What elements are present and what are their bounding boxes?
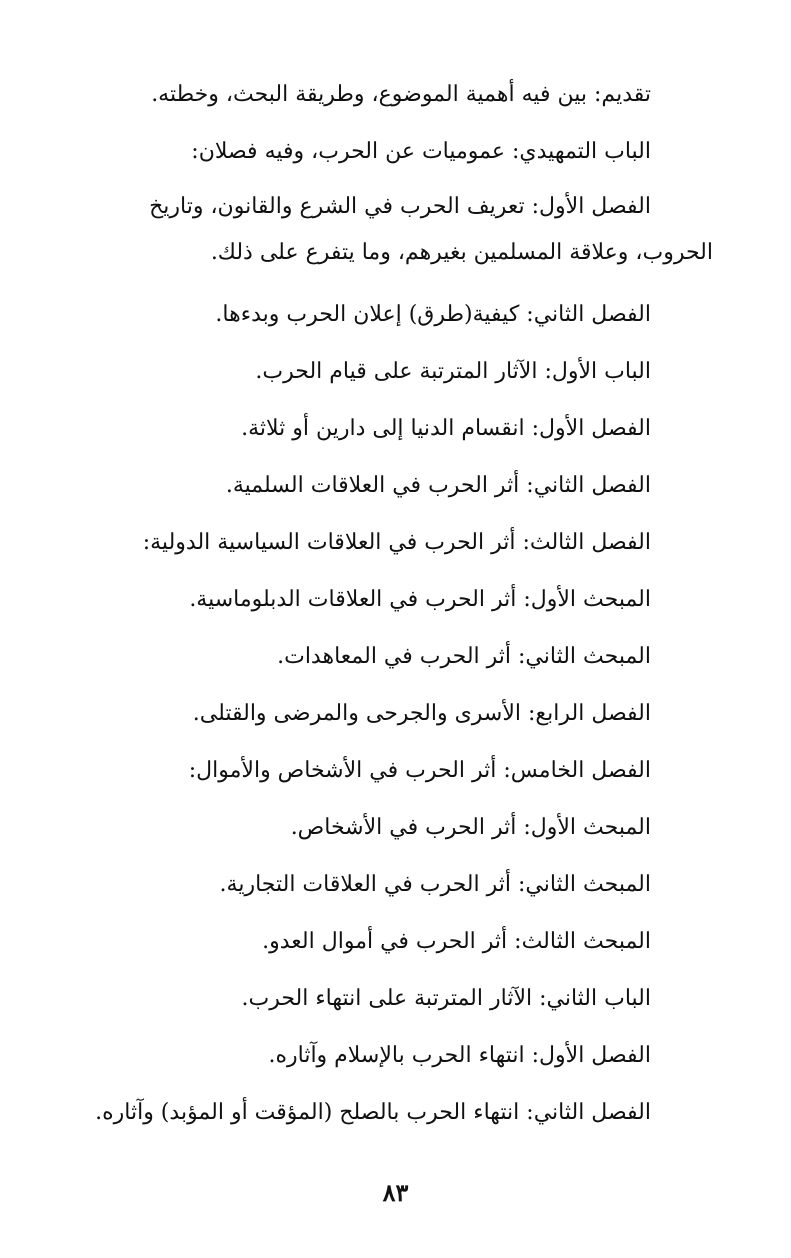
outline-entry-part2-chapter-2: الفصل الثاني: انتهاء الحرب بالصلح (المؤقت أو المؤبد) وآثاره.	[95, 1100, 651, 1125]
outline-entry-part1-chapter-2: الفصل الثاني: أثر الحرب في العلاقات السلمية.	[225, 473, 651, 498]
research-outline	[61, 66, 713, 1141]
outline-entry-chapter3-section-2: المبحث الثاني: أثر الحرب في المعاهدات.	[277, 644, 651, 669]
outline-entry-chapter3-section-1: المبحث الأول: أثر الحرب في العلاقات الدبلوماسية.	[189, 587, 651, 612]
outline-entry-chapter5-section-1: المبحث الأول: أثر الحرب في الأشخاص.	[290, 815, 651, 840]
outline-entry-preliminary-part: الباب التمهيدي: عموميات عن الحرب، وفيه فصلان:	[191, 139, 651, 164]
outline-entry-part1-chapter-5: الفصل الخامس: أثر الحرب في الأشخاص والأموال:	[188, 758, 651, 783]
outline-entry-continuation: الحروب، وعلاقة المسلمين بغيرهم، وما يتفرع على ذلك.	[210, 240, 713, 265]
outline-entry-part1-chapter-4: الفصل الرابع: الأسرى والجرحى والمرضى والقتلى.	[192, 701, 651, 726]
outline-entry-preliminary-chapter-1	[61, 180, 713, 276]
outline-entry-preliminary-chapter-2: الفصل الثاني: كيفية(طرق) إعلان الحرب وبدءها.	[215, 302, 651, 327]
outline-entry-part2-chapter-1: الفصل الأول: انتهاء الحرب بالإسلام وآثاره.	[268, 1043, 651, 1068]
outline-entry-chapter5-section-2: المبحث الثاني: أثر الحرب في العلاقات التجارية.	[219, 872, 651, 897]
outline-entry-introduction: تقديم: بين فيه أهمية الموضوع، وطريقة البحث، وخطته.	[151, 82, 651, 107]
outline-entry-part-2: الباب الثاني: الآثار المترتبة على انتهاء الحرب.	[241, 986, 651, 1011]
outline-entry-line: الفصل الأول: تعريف الحرب في الشرع والقانون، وتاريخ	[149, 194, 651, 219]
outline-entry-part-1: الباب الأول: الآثار المترتبة على قيام الحرب.	[255, 359, 651, 384]
outline-entry-part1-chapter-1: الفصل الأول: انقسام الدنيا إلى دارين أو ثلاثة.	[241, 416, 651, 441]
page-number: ٨٣	[382, 1178, 409, 1207]
outline-entry-chapter5-section-3: المبحث الثالث: أثر الحرب في أموال العدو.	[262, 929, 651, 954]
outline-entry-part1-chapter-3: الفصل الثالث: أثر الحرب في العلاقات السياسية الدولية:	[142, 530, 651, 555]
